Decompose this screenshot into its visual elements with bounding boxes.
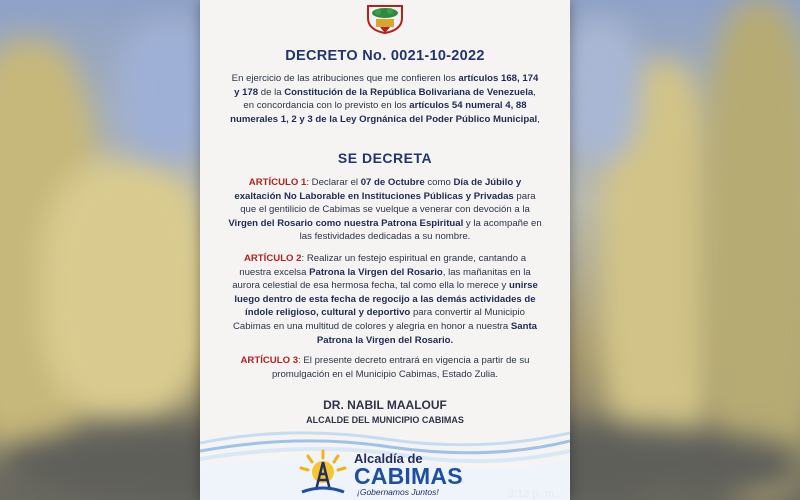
bold-text-run: artículos 168, 174 y 178: [234, 73, 539, 98]
signer-title: ALCALDE DEL MUNICIPIO CABIMAS: [306, 415, 464, 425]
text-run: y la acompañe en las festividades dedicadas a su nombre.: [299, 217, 542, 243]
article-label: ARTÍCULO 2: [243, 253, 302, 264]
article-label: ARTÍCULO 1: [248, 177, 307, 188]
logo-slogan: ¡Gobernamos Juntos!: [357, 487, 439, 497]
decree-title: DECRETO No. 0021-10-2022: [285, 48, 485, 64]
bold-text-run: Patrona la Virgen del Rosario: [309, 266, 443, 278]
decree-card: [200, 0, 570, 500]
bold-text-run: Santa Patrona la Virgen del Rosario.: [316, 320, 537, 346]
bold-text-run: Virgen del Rosario como nuestra Patrona Espiritual: [228, 217, 464, 229]
text-run: : El presente decreto entrará en vigencia a partir de su promulgación en el Municipio Cabimas, Estado Zulia.: [271, 355, 530, 380]
text-run: En ejercicio de las atribuciones que me confieren los: [231, 73, 459, 84]
text-run: como: [424, 177, 454, 188]
text-run: , las mañanitas en la aurora celestial de esa hermosa fecha, tal como ella lo merece y: [232, 266, 531, 292]
article-label: ARTÍCULO 3: [240, 355, 299, 366]
bold-text-run: Día de Júbilo y exaltación No Laborable en Instituciones Públicas y Privadas: [234, 177, 522, 202]
text-run: ,: [537, 113, 540, 125]
decree-heading: SE DECRETA: [337, 150, 433, 166]
signer-name: DR. NABIL MAALOUF: [323, 398, 447, 412]
text-run: , en concordancia con lo previsto en los: [243, 86, 536, 112]
text-run: : Declarar el: [306, 177, 361, 188]
logo-main-text: CABIMAS: [354, 463, 463, 489]
intro-paragraph: [228, 72, 542, 126]
bold-text-run: 07 de Octubre: [360, 177, 425, 188]
article-2-paragraph: [228, 252, 542, 347]
bold-text-run: unirse luego dentro de esta fecha de regocijo a las demás actividades de índole religioso, cultural y deportivo: [234, 280, 538, 319]
oil-derrick-sun-icon: [298, 448, 348, 496]
municipal-seal-icon: [360, 2, 410, 34]
timestamp: 3:13 p. m.: [508, 488, 557, 500]
logo-top-text: Alcaldía de: [354, 451, 423, 466]
bold-text-run: Constitución de la República Bolivariana de Venezuela: [284, 86, 534, 98]
text-run: para convertir al Municipio Cabimas en una multitud de colores y alegria en honor a nuestra: [233, 307, 525, 332]
text-run: : Realizar un festejo espiritual en grande, cantando a nuestra excelsa: [239, 253, 527, 278]
text-run: para que el gentilicio de Cabimas se vuelque a venerar con devoción a la: [240, 190, 536, 216]
bold-text-run: artículos 54 numeral 4, 88 numerales 1, 2 y 3 de la Ley Orgnánica del Poder Público Municipal: [230, 100, 538, 125]
text-run: de la: [258, 86, 285, 98]
article-1-paragraph: [228, 176, 542, 244]
article-3-paragraph: [228, 354, 542, 381]
